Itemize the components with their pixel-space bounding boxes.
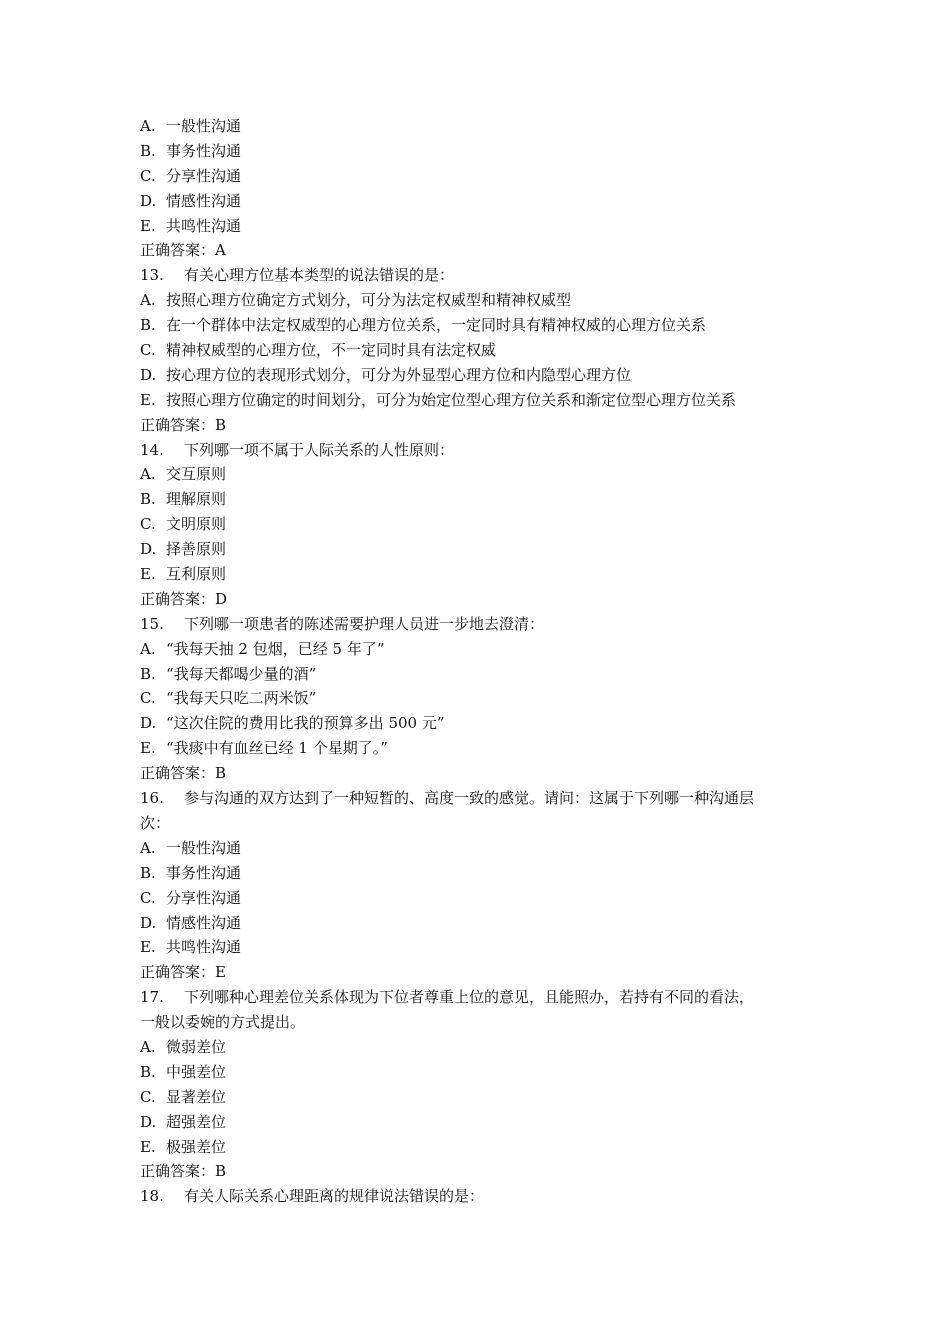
question-stem: 13. 有关心理方位基本类型的说法错误的是： [140,266,455,285]
question-13 [140,263,820,437]
answer-line: 正确答案：B [140,764,227,783]
option-c: C. 分享性沟通 [140,888,242,907]
question-stem-continued: 次： [140,813,171,832]
option-e: E. 按照心理方位确定的时间划分，可分为始定位型心理方位关系和渐定位型心理方位关系 [140,390,737,409]
option-e: E. “我痰中有血丝已经 1 个星期了。” [140,739,388,758]
question-stem: 17. 下列哪种心理差位关系体现为下位者尊重上位的意见，且能照办，若持有不同的看法， [140,988,755,1007]
option-d: D. 情感性沟通 [140,913,242,932]
question-stem: 18. 有关人际关系心理距离的规律说法错误的是： [140,1187,485,1206]
document-page [140,114,820,1209]
option-b: B. 中强差位 [140,1062,227,1081]
answer-line: 正确答案：A [140,241,226,260]
option-c: C. 分享性沟通 [140,166,242,185]
option-c: C. 精神权威型的心理方位，不一定同时具有法定权威 [140,341,497,360]
question-stem: 16. 参与沟通的双方达到了一种短暂的、高度一致的感觉。请问：这属于下列哪一种沟通层 [140,789,755,808]
option-c: C. 文明原则 [140,515,227,534]
question-16 [140,786,820,985]
option-b: B. 事务性沟通 [140,863,242,882]
option-d: D. 超强差位 [140,1112,227,1131]
option-c: C. 显著差位 [140,1087,227,1106]
option-b: B. “我每天都喝少量的酒” [140,664,317,683]
option-b: B. 事务性沟通 [140,141,242,160]
option-d: D. 情感性沟通 [140,191,242,210]
question-12-options [140,114,820,263]
option-a: A. “我每天抽 2 包烟，已经 5 年了” [140,639,385,658]
option-b: B. 理解原则 [140,490,227,509]
question-18 [140,1184,820,1209]
question-stem: 14. 下列哪一项不属于人际关系的人性原则： [140,440,455,459]
option-d: D. “这次住院的费用比我的预算多出 500 元” [140,714,445,733]
option-e: E. 互利原则 [140,565,227,584]
option-d: D. 择善原则 [140,540,227,559]
answer-line: 正确答案：E [140,963,226,982]
question-15 [140,612,820,786]
question-17 [140,985,820,1184]
question-stem: 15. 下列哪一项患者的陈述需要护理人员进一步地去澄清： [140,614,545,633]
option-e: E. 极强差位 [140,1137,227,1156]
option-b: B. 在一个群体中法定权威型的心理方位关系，一定同时具有精神权威的心理方位关系 [140,316,707,335]
option-a: A. 交互原则 [140,465,227,484]
answer-line: 正确答案：D [140,589,228,608]
option-a: A. 按照心理方位确定方式划分，可分为法定权威型和精神权威型 [140,291,572,310]
option-a: A. 一般性沟通 [140,838,242,857]
question-stem-continued: 一般以委婉的方式提出。 [140,1013,306,1032]
option-d: D. 按心理方位的表现形式划分，可分为外显型心理方位和内隐型心理方位 [140,365,632,384]
answer-line: 正确答案：B [140,415,227,434]
option-c: C. “我每天只吃二两米饭” [140,689,317,708]
option-a: A. 微弱差位 [140,1037,227,1056]
question-14 [140,438,820,612]
option-a: A. 一般性沟通 [140,117,242,135]
option-e: E. 共鸣性沟通 [140,216,242,235]
option-e: E. 共鸣性沟通 [140,938,242,957]
answer-line: 正确答案：B [140,1162,227,1181]
